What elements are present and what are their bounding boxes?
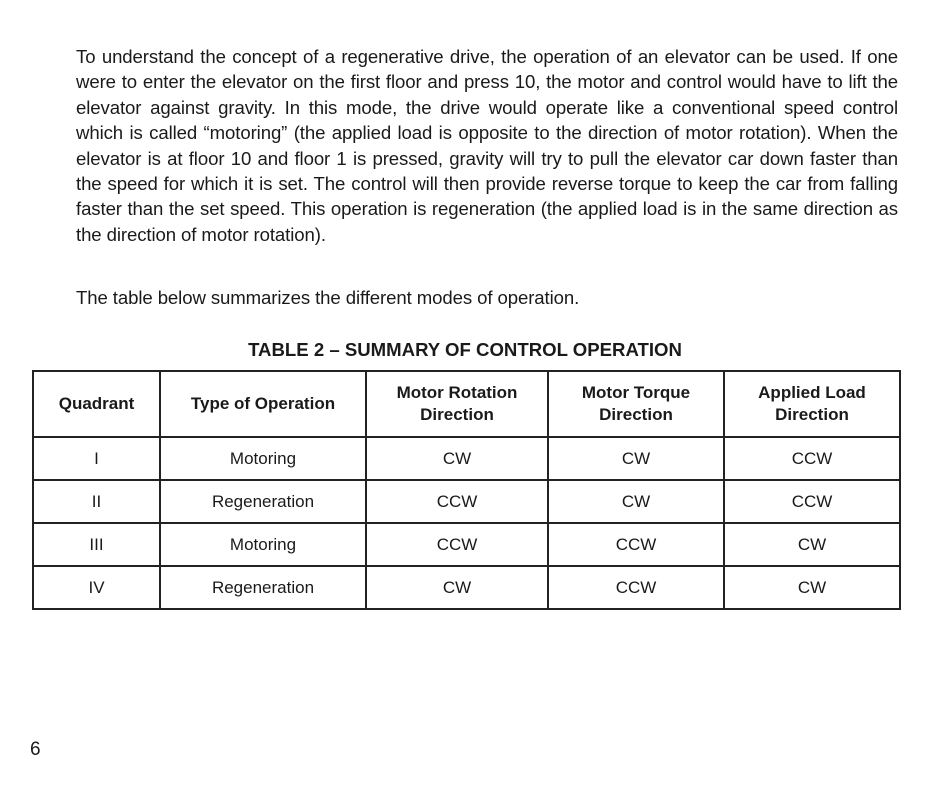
cell-motor-torque: CW: [548, 437, 724, 480]
header-quadrant: Quadrant: [33, 371, 160, 437]
table-row: [33, 437, 900, 480]
cell-motor-rotation: CCW: [366, 480, 548, 523]
cell-applied-load: CCW: [724, 437, 900, 480]
cell-type-of-operation: Motoring: [160, 523, 366, 566]
cell-motor-rotation: CW: [366, 566, 548, 609]
header-applied-load-direction: Applied Load Direction: [724, 371, 900, 437]
cell-motor-torque: CW: [548, 480, 724, 523]
cell-motor-rotation: CCW: [366, 523, 548, 566]
table-intro-paragraph: The table below summarizes the different modes of operation.: [76, 287, 580, 308]
cell-quadrant: II: [33, 480, 160, 523]
cell-type-of-operation: Motoring: [160, 437, 366, 480]
table-row: [33, 566, 900, 609]
cell-motor-rotation: CW: [366, 437, 548, 480]
table-row: [33, 523, 900, 566]
cell-applied-load: CW: [724, 566, 900, 609]
cell-type-of-operation: Regeneration: [160, 480, 366, 523]
cell-motor-torque: CCW: [548, 523, 724, 566]
cell-motor-torque: CCW: [548, 566, 724, 609]
table-header-row: [33, 371, 900, 437]
header-motor-torque-direction: Motor Torque Direction: [548, 371, 724, 437]
cell-quadrant: I: [33, 437, 160, 480]
header-motor-rotation-direction: Motor Rotation Direction: [366, 371, 548, 437]
cell-type-of-operation: Regeneration: [160, 566, 366, 609]
cell-applied-load: CCW: [724, 480, 900, 523]
header-type-of-operation: Type of Operation: [160, 371, 366, 437]
cell-applied-load: CW: [724, 523, 900, 566]
table-row: [33, 480, 900, 523]
cell-quadrant: IV: [33, 566, 160, 609]
page-number: 6: [30, 739, 41, 760]
cell-quadrant: III: [33, 523, 160, 566]
table-title: TABLE 2 – SUMMARY OF CONTROL OPERATION: [248, 339, 682, 360]
intro-paragraph: To understand the concept of a regenerative drive, the operation of an elevator can be used. If one were to enter the elevator on the first floor and press 10, the motor and control would have to lift the elevator against gravity. In this mode, the drive would operate like a conventional speed control which is called “motoring” (the applied load is opposite to the direction of motor rotation). When the elevator is at floor 10 and floor 1 is pressed, gravity will try to pull the elevator car down faster than the speed for which it is set. The control will then provide reverse torque to keep the car from falling faster than the set speed. This operation is regeneration (the applied load is in the same direction as the direction of motor rotation).: [76, 46, 898, 245]
control-operation-table: [32, 370, 901, 610]
